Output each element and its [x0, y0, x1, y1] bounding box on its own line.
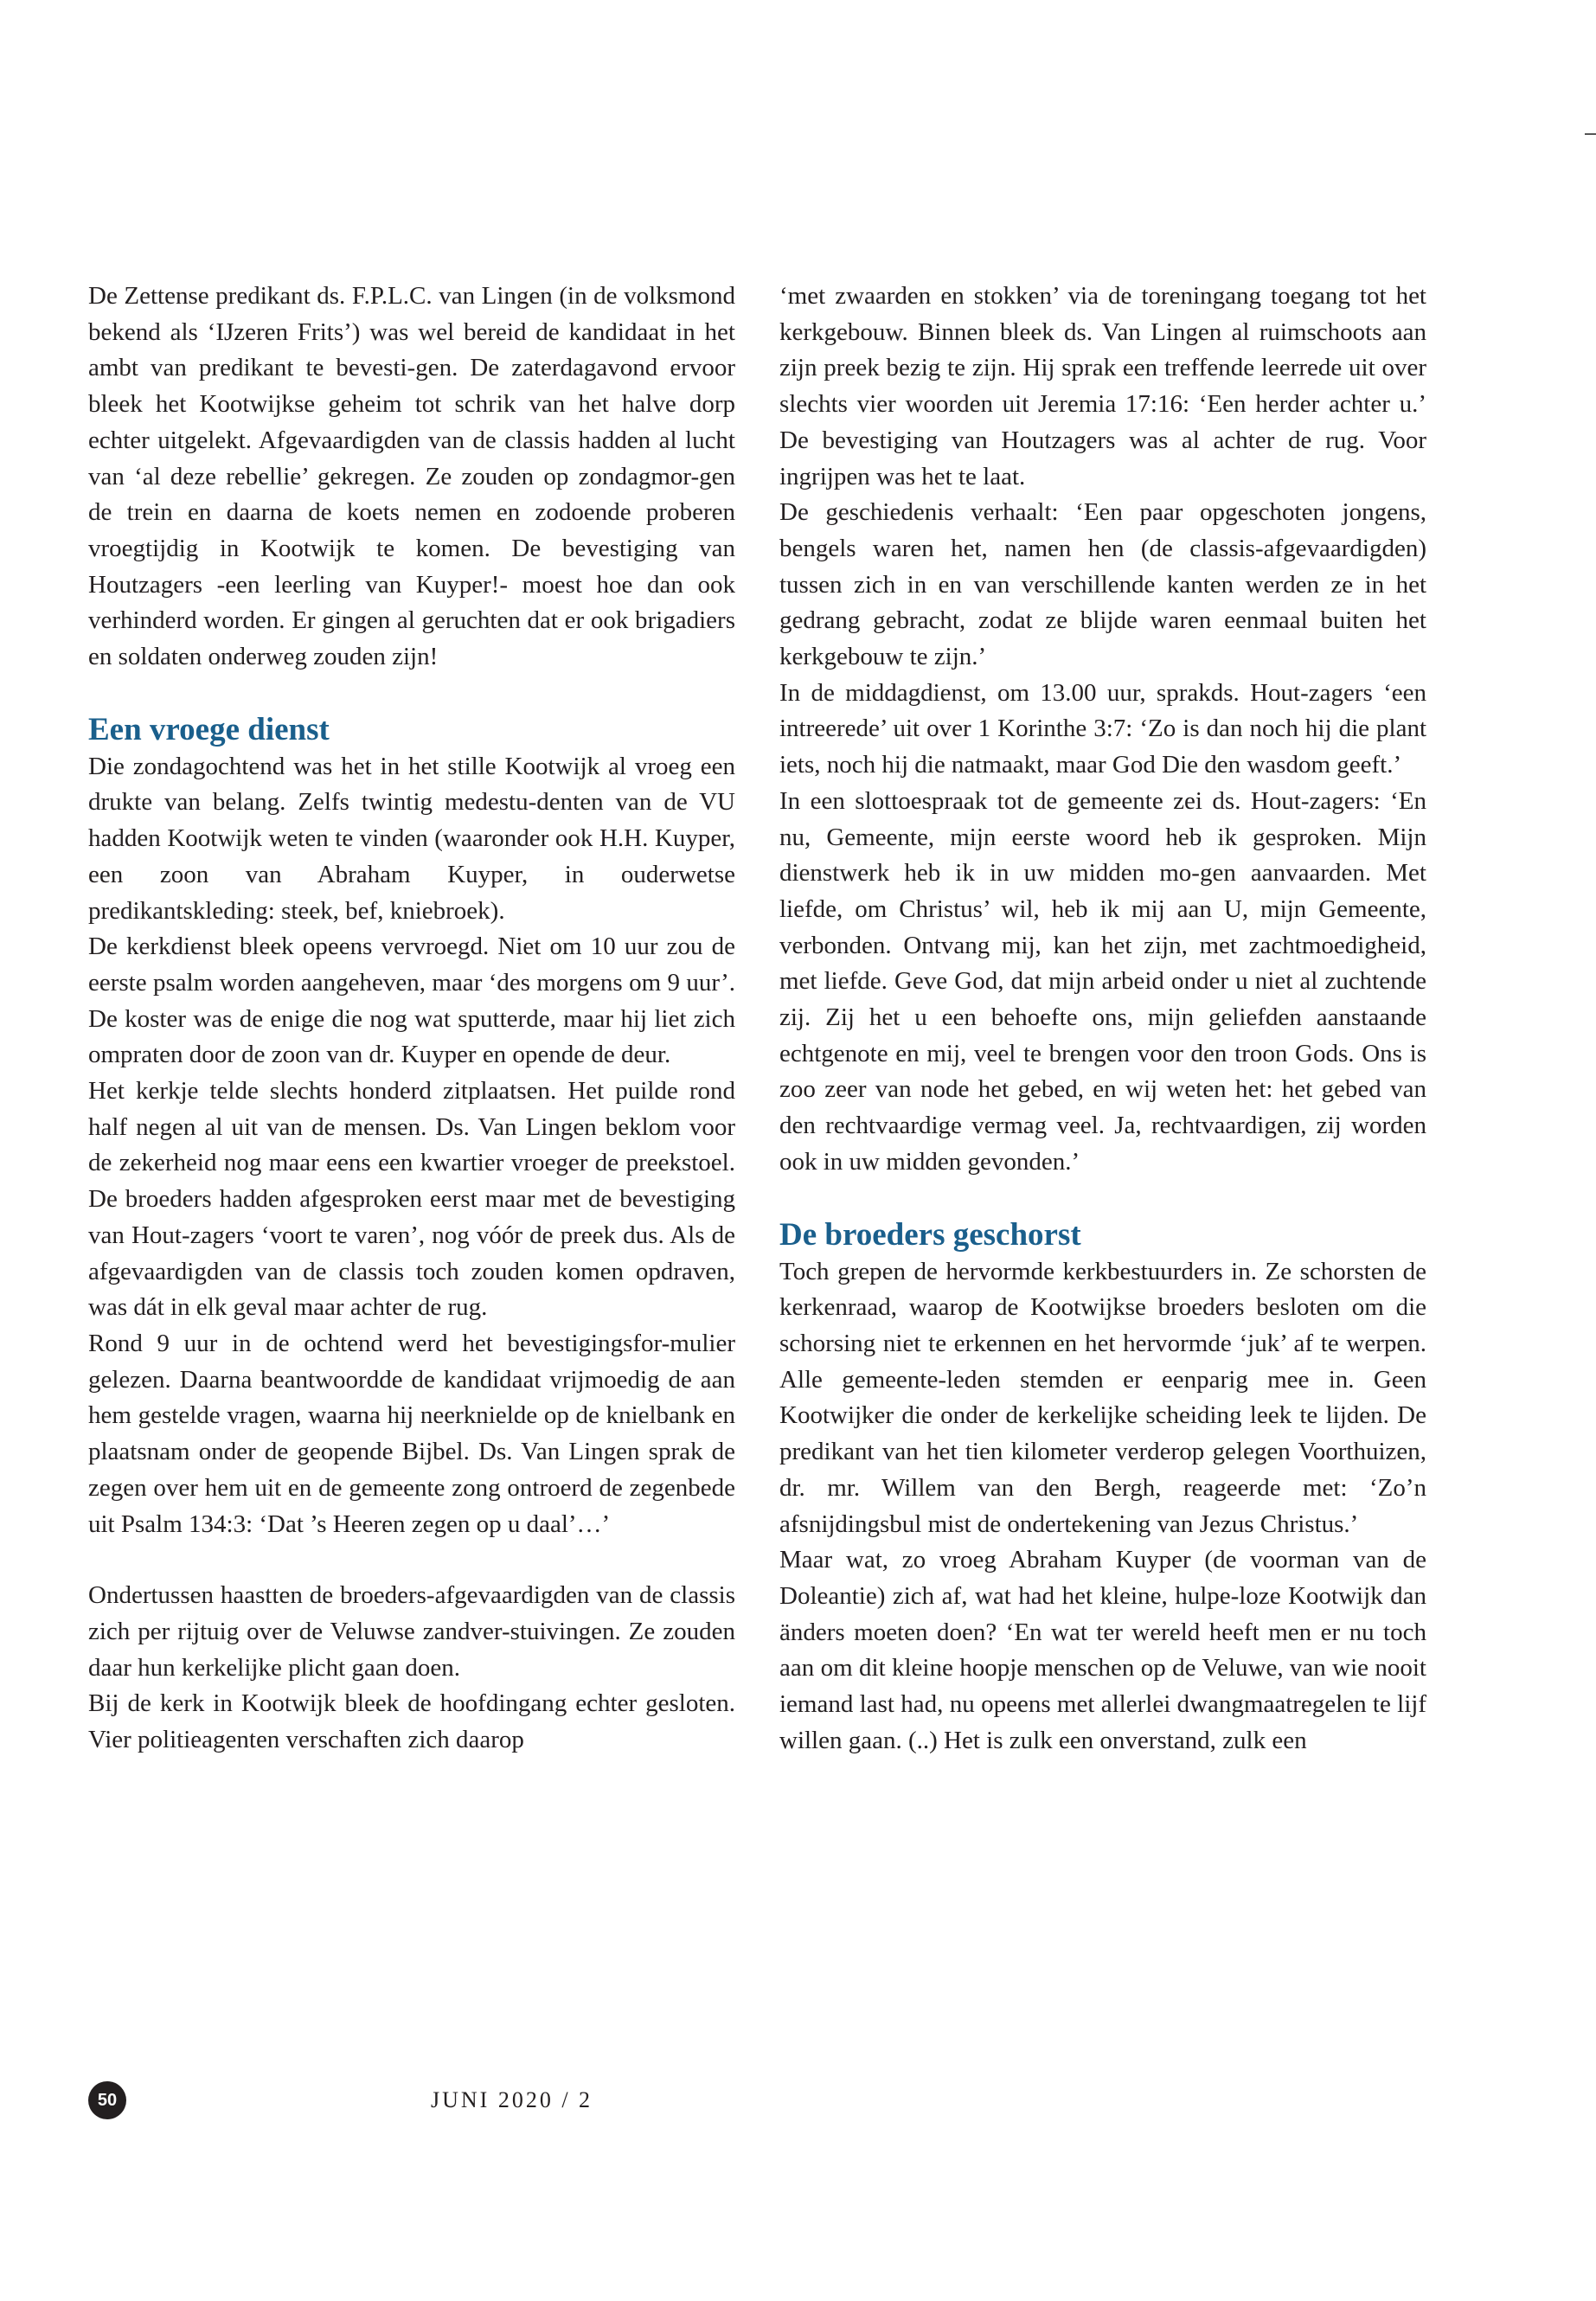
left-column: [88, 279, 735, 1759]
section-heading-de-broeders-geschorst: De broeders geschorst: [779, 1216, 1081, 1253]
body-paragraph: Rond 9 uur in de ochtend werd het bevestigingsfor-mulier gelezen. Daarna beantwoordde de kandidaat vrijmoedig de aan hem gestelde vragen, waarna hij neerknielde op de knielbank en plaatsnam onder de geopende Bijbel. Ds. Van Lingen sprak de zegen over hem uit en de gemeente zong ontroerd de zegenbede uit Psalm 134:3: ‘Dat ’s Heeren zegen op u daal’…’: [88, 1329, 735, 1538]
body-paragraph: Maar wat, zo vroeg Abraham Kuyper (de voorman van de Doleantie) zich af, wat had het kleine, hulpe-loze Kootwijk dan änders moeten doen? ‘En wat ter wereld heeft men er nu toch aan om dit kleine hoopje menschen op de Veluwe, van wie nooit iemand last had, nu opeens met allerlei dwangmaatregelen te lijf willen gaan. (..) Het is zulk een onverstand, zulk een: [779, 1546, 1426, 1754]
body-paragraph: De Zettense predikant ds. F.P.L.C. van Lingen (in de volksmond bekend als ‘IJzeren Frits’) was wel bereid de kandidaat in het ambt van predikant te bevesti-gen. De zaterdagavond ervoor bleek het Kootwijkse geheim tot schrik van het halve dorp echter uitgelekt. Afgevaardigden van de classis hadden al lucht van ‘al deze rebellie’ gekregen. Ze zouden op zondagmor-gen de trein en daarna de koets nemen en zodoende proberen vroegtijdig in Kootwijk te komen. De bevestiging van Houtzagers -een leerling van Kuyper!- moest hoe dan ook verhinderd worden. Er gingen al geruchten dat er ook brigadiers en soldaten onderweg zouden zijn!: [88, 282, 735, 671]
body-paragraph: Bij de kerk in Kootwijk bleek de hoofdingang echter gesloten. Vier politieagenten verschaften zich daarop: [88, 1689, 735, 1754]
section-spacer: [779, 1181, 1426, 1216]
body-paragraph: Ondertussen haastten de broeders-afgevaardigden van de classis zich per rijtuig over de Veluwse zandver-stuivingen. Ze zouden daar hun kerkelijke plicht gaan doen.: [88, 1581, 735, 1682]
body-paragraph: De kerkdienst bleek opeens vervroegd. Niet om 10 uur zou de eerste psalm worden aangeheven, maar ‘des morgens om 9 uur’. De koster was de enige die nog wat sputterde, maar hij liet zich ompraten door de zoon van dr. Kuyper en opende de deur.: [88, 933, 735, 1069]
body-paragraph: In de middagdienst, om 13.00 uur, sprakds. Hout-zagers ‘een intreerede’ uit over 1 Korinthe 3:7: ‘Zo is dan noch hij die plant iets, noch hij die natmaakt, maar God Die den wasdom geeft.’: [779, 678, 1426, 779]
right-column: [779, 279, 1426, 1759]
crop-mark: [1585, 133, 1596, 135]
section-spacer: [88, 1542, 735, 1578]
body-paragraph: ‘met zwaarden en stokken’ via de toreningang toegang tot het kerkgebouw. Binnen bleek ds. Van Lingen al ruimschoots aan zijn preek bezig te zijn. Hij sprak een treffende leerrede uit over slechts vier woorden uit Jeremia 17:16: ‘Een herder achter u.’ De bevestiging van Houtzagers was al achter de rug. Voor ingrijpen was het te laat.: [779, 282, 1426, 490]
body-paragraph: Toch grepen de hervormde kerkbestuurders in. Ze schorsten de kerkenraad, waarop de Kootwijkse broeders besloten om die schorsing niet te erkennen en het hervormde ‘juk’ af te werpen. Alle gemeente-leden stemden er eenparig mee in. Geen Kootwijker die onder de kerkelijke scheiding leek te lijden. De predikant van het tien kilometer verderop gelegen Voorthuizen, dr. mr. Willem van den Bergh, reageerde met: ‘Zo’n afsnijdingsbul mist de ondertekening van Jezus Christus.’: [779, 1257, 1426, 1538]
page-number-badge: 50: [88, 2081, 126, 2119]
body-paragraph: In een slottoespraak tot de gemeente zei ds. Hout-zagers: ‘En nu, Gemeente, mijn eerste woord heb ik gesproken. Mijn dienstwerk heb ik in uw midden mo-gen aanvaarden. Met liefde, om Christus’ wil, heb ik mij aan U, mijn Gemeente, verbonden. Ontvang mij, kan het zijn, met zachtmoedigheid, met liefde. Geve God, dat mijn arbeid onder u niet al zuchtende zij. Zij het u een behoefte ons, mijn geliefden aanstaande echtgenote en mij, veel te brengen voor den troon Gods. Ons is zoo zeer van node het gebed, en wij weten het: het gebed van den rechtvaardige vermag veel. Ja, rechtvaardigen, zij worden ook in uw midden gevonden.’: [779, 786, 1426, 1176]
body-paragraph: De geschiedenis verhaalt: ‘Een paar opgeschoten jongens, bengels waren het, namen hen (de classis-afgevaardigden) tussen zich in en van verschillende kanten werden ze in het gedrang gebracht, zodat ze blijde waren eenmaal buiten het kerkgebouw te zijn.’: [779, 498, 1426, 671]
section-spacer: [88, 676, 735, 711]
issue-label: JUNI 2020 / 2: [431, 2087, 593, 2112]
body-paragraph: Die zondagochtend was het in het stille Kootwijk al vroeg een drukte van belang. Zelfs twintig medestu-denten van de VU hadden Kootwijk weten te vinden (waaronder ook H.H. Kuyper, een zoon van Abraham Kuyper, in ouderwetse predikantskleding: steek, bef, kniebroek).: [88, 752, 735, 925]
body-paragraph: Het kerkje telde slechts honderd zitplaatsen. Het puilde rond half negen al uit van de mensen. Ds. Van Lingen beklom voor de zekerheid nog maar eens een kwartier vroeger de preekstoel. De broeders hadden afgesproken eerst maar met de bevestiging van Hout-zagers ‘voort te varen’, nog vóór de preek dus. Als de afgevaardigden van de classis toch zouden komen opdraven, was dát in elk geval maar achter de rug.: [88, 1077, 735, 1322]
section-heading-een-vroege-dienst: Een vroege dienst: [88, 711, 330, 747]
